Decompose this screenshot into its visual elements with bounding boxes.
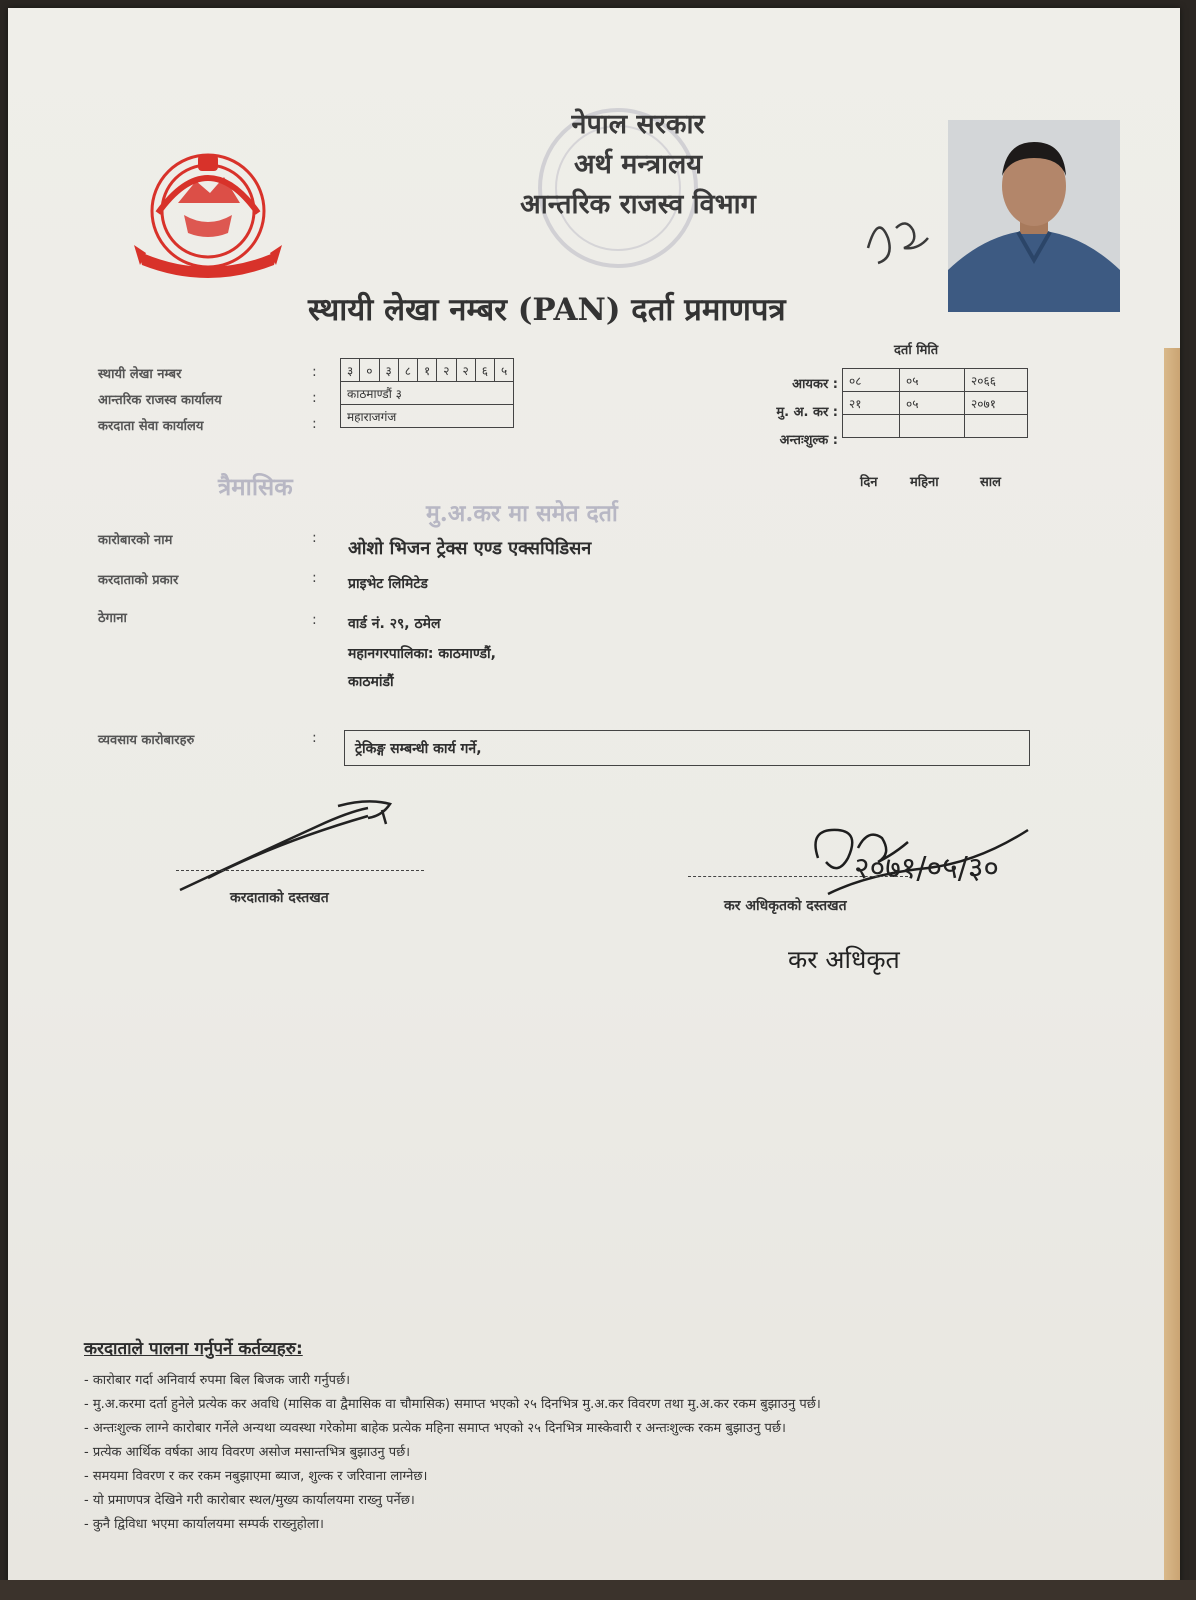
pan-box (340, 358, 514, 428)
taxpayer-type-label: करदाताको प्रकार (98, 573, 179, 588)
address-line-2: महानगरपालिका: काठमाण्डौं, (348, 646, 496, 662)
pan-digit: १ (418, 359, 437, 382)
pan-digit: ३ (341, 359, 360, 382)
pan-digit: ५ (495, 359, 514, 382)
address-line-3: काठमांडौं (348, 674, 394, 690)
colon: : (312, 730, 317, 746)
date-row-vat (843, 392, 1028, 415)
duties-heading: करदाताले पालना गर्नुपर्ने कर्तव्यहरु: (84, 1339, 303, 1359)
duty-item: - मु.अ.करमा दर्ता हुनेले प्रत्येक कर अवधि (मासिक वा द्वैमासिक वा चौमासिक) समाप्त भएको २५ दिनभित्र मु.अ.कर विवरण तथा मु.अ.कर रकम बुझाउनु पर्छ। (84, 1397, 821, 1412)
date-row-excise (843, 415, 1028, 438)
col-month-label: महिना (910, 475, 939, 490)
business-name-value: ओशो भिजन ट्रेक्स एण्ड एक्सपिडिसन (348, 538, 592, 559)
officer-signature-label: कर अधिकृतको दस्तखत (724, 898, 847, 914)
date-month: ०५ (900, 369, 965, 392)
pan-digit: ६ (475, 359, 494, 382)
business-activities-value: ट्रेकिङ्ग सम्बन्धी कार्य गर्ने, (355, 741, 482, 757)
date-day (843, 415, 900, 438)
nepal-emblem-icon (128, 133, 288, 293)
pan-label: स्थायी लेखा नम्बर (98, 367, 182, 382)
vat-label: मु. अ. कर : (776, 405, 838, 420)
address-line-1: वार्ड नं. २९, ठमेल (348, 616, 441, 632)
taxpayer-office-value: महाराजगंज (341, 405, 514, 428)
table-surface (0, 1580, 1196, 1600)
folder-edge (1164, 348, 1180, 1588)
excise-label: अन्तःशुल्क : (779, 433, 838, 448)
header-line-1: नेपाल सरकार (571, 109, 705, 140)
colon: : (312, 570, 317, 586)
pan-digit: ३ (379, 359, 398, 382)
duty-item: - कुनै द्विविधा भएमा कार्यालयमा सम्पर्क राख्नुहोला। (84, 1517, 324, 1532)
taxpayer-signature-line (176, 870, 424, 871)
colon: : (312, 364, 317, 380)
officer-signature-date: २०७१/०५/३० (854, 851, 1000, 886)
colon: : (312, 390, 317, 406)
header-line-2: अर्थ मन्त्रालय (573, 149, 703, 180)
date-row-income-tax (843, 369, 1028, 392)
duty-item: - समयमा विवरण र कर रकम नबुझाएमा ब्याज, शुल्क र जरिवाना लाग्नेछ। (84, 1469, 428, 1484)
ird-office-value: काठमाण्डौं ३ (341, 382, 514, 405)
colon: : (312, 416, 317, 432)
person-icon (948, 120, 1120, 312)
date-year: २०६६ (965, 369, 1028, 392)
date-year: २०७१ (965, 392, 1028, 415)
duty-item: - कारोबार गर्दा अनिवार्य रुपमा बिल बिजक जारी गर्नुपर्छ। (84, 1373, 351, 1388)
col-year-label: साल (980, 475, 1001, 490)
date-day: ०८ (843, 369, 900, 392)
income-tax-label: आयकर : (792, 377, 838, 392)
taxpayer-office-label: करदाता सेवा कार्यालय (98, 419, 204, 434)
tax-officer-stamp: कर अधिकृत (788, 945, 900, 974)
address-label: ठेगाना (98, 611, 127, 626)
date-month: ०५ (900, 392, 965, 415)
duty-item: - प्रत्येक आर्थिक वर्षका आय विवरण असोज मसान्तभित्र बुझाउनु पर्छ। (84, 1445, 411, 1460)
pan-digit: ० (360, 359, 379, 382)
business-name-label: कारोबारको नाम (98, 533, 173, 548)
taxpayer-type-value: प्राइभेट लिमिटेड (348, 576, 428, 592)
colon: : (312, 612, 317, 628)
business-activities-label: व्यवसाय कारोबारहरु (98, 733, 195, 748)
dates-table (842, 368, 1028, 438)
officer-signature-line (688, 876, 908, 877)
header-line-3: आन्तरिक राजस्व विभाग (520, 189, 756, 220)
pan-digit: ८ (398, 359, 417, 382)
quarterly-stamp: त्रैमासिक (218, 472, 293, 501)
pan-digit-row (341, 359, 514, 382)
pan-digit: २ (437, 359, 456, 382)
date-month (900, 415, 965, 438)
certificate-sheet (8, 8, 1180, 1588)
ird-office-label: आन्तरिक राजस्व कार्यालय (98, 393, 222, 408)
date-day: २१ (843, 392, 900, 415)
taxpayer-photo (948, 120, 1120, 312)
business-activities-box (344, 730, 1030, 766)
duty-item: - अन्तःशुल्क लाग्ने कारोबार गर्नेले अन्यथा व्यवस्था गरेकोमा बाहेक प्रत्येक महिना समाप्त भएको २५ दिनभित्र मास्केवारी र अन्तःशुल्क रकम बुझाउनु पर्छ। (84, 1421, 786, 1436)
initial-signature-mark (858, 208, 948, 278)
date-year (965, 415, 1028, 438)
vat-registered-stamp: मु.अ.कर मा समेत दर्ता (426, 500, 618, 527)
colon: : (312, 530, 317, 546)
certificate-title: स्थायी लेखा नम्बर (PAN) दर्ता प्रमाणपत्र (308, 292, 786, 328)
duty-item: - यो प्रमाणपत्र देखिने गरी कारोबार स्थल/मुख्य कार्यालयमा राख्नु पर्नेछ। (84, 1493, 415, 1508)
pan-digit: २ (456, 359, 475, 382)
taxpayer-signature-label: करदाताको दस्तखत (230, 890, 329, 906)
col-day-label: दिन (860, 475, 878, 490)
dates-heading: दर्ता मिति (894, 343, 939, 358)
